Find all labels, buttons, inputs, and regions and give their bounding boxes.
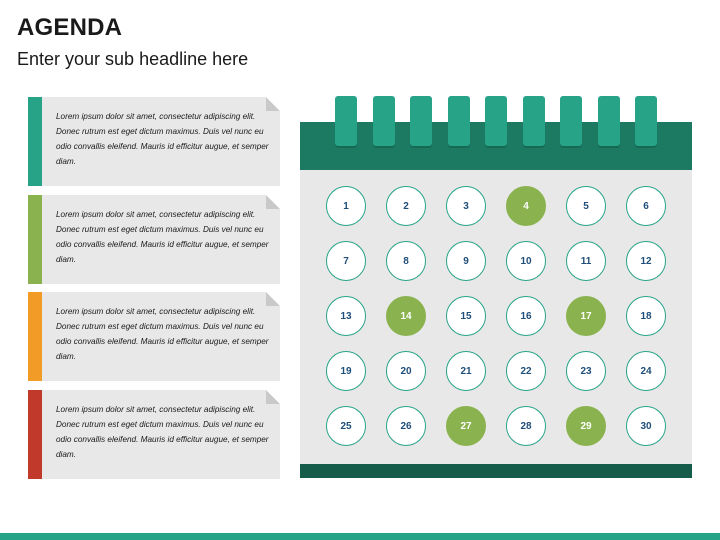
calendar-day-11[interactable]: 11	[566, 241, 606, 281]
calendar-day-23[interactable]: 23	[566, 351, 606, 391]
calendar-day-10[interactable]: 10	[506, 241, 546, 281]
calendar-day-13[interactable]: 13	[326, 296, 366, 336]
calendar-day-4[interactable]: 4	[506, 186, 546, 226]
calendar-day-24[interactable]: 24	[626, 351, 666, 391]
page-title: AGENDA	[17, 14, 123, 41]
calendar-day-27[interactable]: 27	[446, 406, 486, 446]
calendar-day-20[interactable]: 20	[386, 351, 426, 391]
calendar-day-5[interactable]: 5	[566, 186, 606, 226]
agenda-item-2	[28, 195, 280, 284]
calendar-day-1[interactable]: 1	[326, 186, 366, 226]
calendar-day-22[interactable]: 22	[506, 351, 546, 391]
calendar-day-16[interactable]: 16	[506, 296, 546, 336]
agenda-item-4	[28, 390, 280, 479]
calendar-day-2[interactable]: 2	[386, 186, 426, 226]
agenda-item-1	[28, 97, 280, 186]
calendar-day-25[interactable]: 25	[326, 406, 366, 446]
calendar-day-21[interactable]: 21	[446, 351, 486, 391]
calendar-ring-icon	[410, 96, 432, 146]
calendar-day-6[interactable]: 6	[626, 186, 666, 226]
calendar-day-18[interactable]: 18	[626, 296, 666, 336]
calendar-day-9[interactable]: 9	[446, 241, 486, 281]
calendar-day-15[interactable]: 15	[446, 296, 486, 336]
calendar-day-28[interactable]: 28	[506, 406, 546, 446]
calendar-day-29[interactable]: 29	[566, 406, 606, 446]
agenda-color-bar	[28, 390, 42, 479]
calendar-ring-icon	[448, 96, 470, 146]
calendar-day-30[interactable]: 30	[626, 406, 666, 446]
calendar-ring-icon	[335, 96, 357, 146]
agenda-item-text: Lorem ipsum dolor sit amet, consectetur adipiscing elit. Donec rutrum est eget dictum maximus. Duis vel nunc eu odio convallis eleifend. Mauris id efficitur augue, et semper diam.	[56, 307, 269, 361]
calendar-day-14[interactable]: 14	[386, 296, 426, 336]
calendar-footer	[300, 464, 692, 478]
calendar-ring-icon	[635, 96, 657, 146]
agenda-color-bar	[28, 195, 42, 284]
calendar-day-17[interactable]: 17	[566, 296, 606, 336]
calendar-day-7[interactable]: 7	[326, 241, 366, 281]
calendar-day-8[interactable]: 8	[386, 241, 426, 281]
calendar-day-26[interactable]: 26	[386, 406, 426, 446]
calendar-day-12[interactable]: 12	[626, 241, 666, 281]
agenda-item-text: Lorem ipsum dolor sit amet, consectetur adipiscing elit. Donec rutrum est eget dictum maximus. Duis vel nunc eu odio convallis eleifend. Mauris id efficitur augue, et semper diam.	[56, 210, 269, 264]
agenda-color-bar	[28, 97, 42, 186]
calendar-day-3[interactable]: 3	[446, 186, 486, 226]
page-subtitle: Enter your sub headline here	[17, 49, 249, 69]
calendar-ring-icon	[485, 96, 507, 146]
calendar-ring-icon	[373, 96, 395, 146]
calendar-day-19[interactable]: 19	[326, 351, 366, 391]
calendar-ring-icon	[598, 96, 620, 146]
bottom-accent-line	[0, 533, 720, 540]
calendar-ring-icon	[523, 96, 545, 146]
agenda-item-3	[28, 292, 280, 381]
agenda-item-text: Lorem ipsum dolor sit amet, consectetur adipiscing elit. Donec rutrum est eget dictum maximus. Duis vel nunc eu odio convallis eleifend. Mauris id efficitur augue, et semper diam.	[56, 112, 269, 166]
agenda-item-text: Lorem ipsum dolor sit amet, consectetur adipiscing elit. Donec rutrum est eget dictum maximus. Duis vel nunc eu odio convallis eleifend. Mauris id efficitur augue, et semper diam.	[56, 405, 269, 459]
agenda-color-bar	[28, 292, 42, 381]
calendar-ring-icon	[560, 96, 582, 146]
